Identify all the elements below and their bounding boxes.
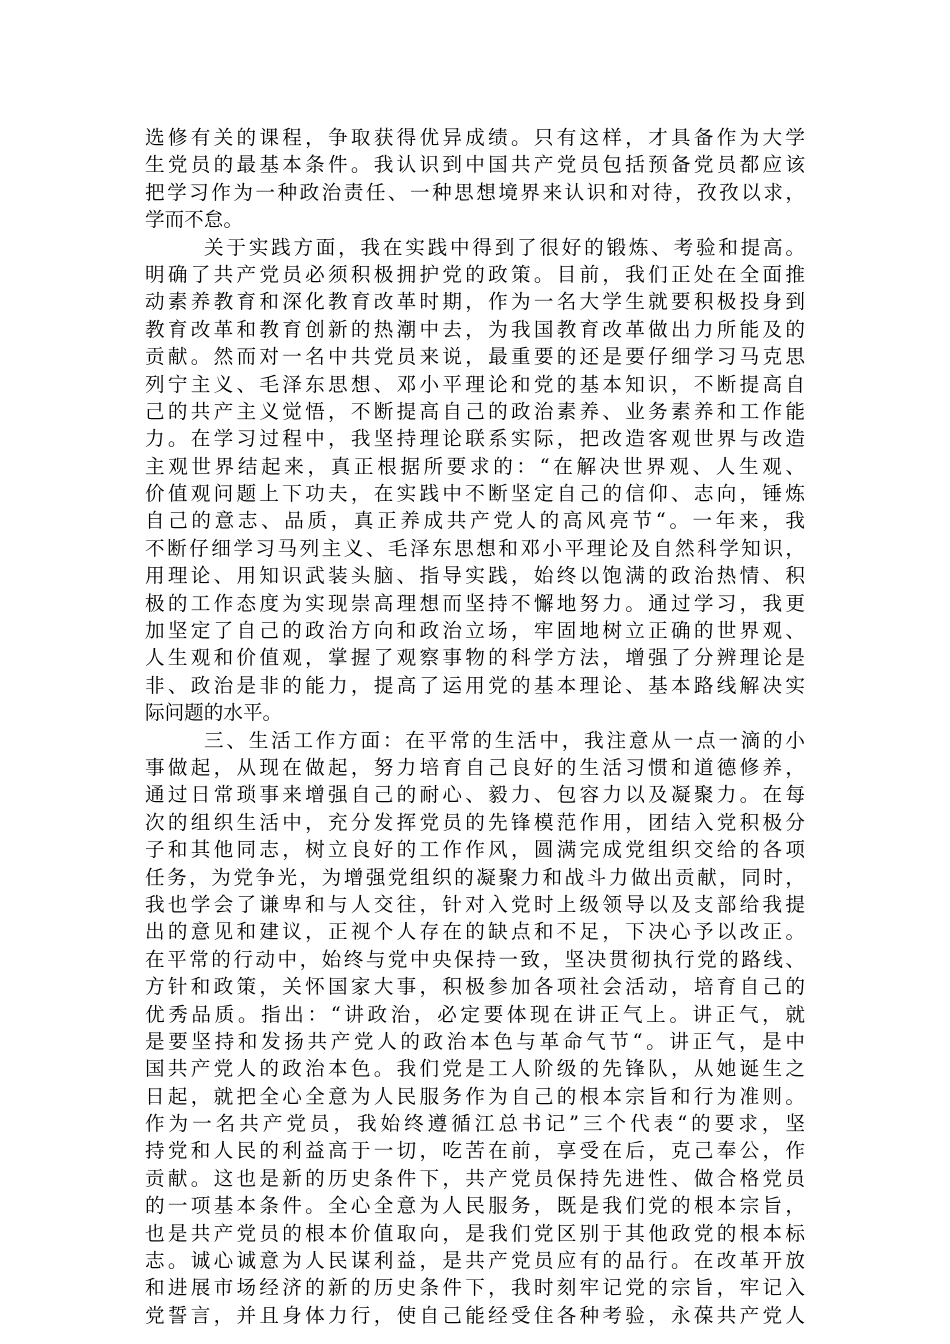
document-body — [145, 124, 805, 1329]
text-line: 教育改革和教育创新的热潮中去，为我国教育改革做出力所能及的 — [145, 317, 805, 341]
text-line: 通过日常琐事来增强自己的耐心、毅力、包容力以及凝聚力。在每 — [145, 783, 805, 807]
text-line: 国共产党人的政治本色。我们党是工人阶级的先锋队，从她诞生之 — [145, 1057, 805, 1081]
text-line: 己的共产主义觉悟，不断提高自己的政治素养、业务素养和工作能 — [145, 399, 805, 423]
text-line: 贡献。然而对一名中共党员来说，最重要的还是要仔细学习马克思 — [145, 345, 805, 369]
text-line: 事做起，从现在做起，努力培育自己良好的生活习惯和道德修养， — [145, 755, 805, 779]
text-line: 次的组织生活中，充分发挥党员的先锋模范作用，团结入党积极分 — [145, 810, 805, 834]
text-line: 生党员的最基本条件。我认识到中国共产党员包括预备党员都应该 — [145, 153, 805, 177]
text-line: 自己的意志、品质，真正养成共产党人的高风亮节“。一年来，我 — [145, 509, 805, 533]
text-line: 主观世界结起来，真正根据所要求的：“在解决世界观、人生观、 — [145, 454, 805, 478]
text-line: 在平常的行动中，始终与党中央保持一致，坚决贯彻执行党的路线、 — [145, 947, 805, 971]
text-line: 子和其他同志，树立良好的工作作风，圆满完成党组织交给的各项 — [145, 838, 805, 862]
text-line: 关于实践方面，我在实践中得到了很好的锻炼、考验和提高。 — [204, 235, 805, 259]
text-line: 日起，就把全心全意为人民服务作为自己的根本宗旨和行为准则。 — [145, 1084, 805, 1108]
text-line: 是要坚持和发扬共产党人的政治本色与革命气节“。讲正气，是中 — [145, 1029, 805, 1053]
text-line: 非、政治是非的能力，提高了运用党的基本理论、基本路线解决实 — [145, 673, 805, 697]
text-line: 三、生活工作方面：在平常的生活中，我注意从一点一滴的小 — [204, 728, 805, 752]
text-line: 持党和人民的利益高于一切，吃苦在前，享受在后，克己奉公，作 — [145, 1139, 805, 1163]
text-line: 优秀品质。指出：“讲政治，必定要体现在讲正气上。讲正气，就 — [145, 1002, 805, 1026]
text-line: 和进展市场经济的新的历史条件下，我时刻牢记党的宗旨，牢记入 — [145, 1276, 805, 1300]
text-line: 方针和政策，关怀国家大事，积极参加各项社会活动，培育自己的 — [145, 975, 805, 999]
text-line: 作为一名共产党员，我始终遵循江总书记”三个代表“的要求，坚 — [145, 1112, 805, 1136]
text-line: 加坚定了自己的政治方向和政治立场，牢固地树立正确的世界观、 — [145, 619, 805, 643]
text-line: 把学习作为一种政治责任、一种思想境界来认识和对待，孜孜以求， — [145, 180, 805, 204]
text-line: 列宁主义、毛泽东思想、邓小平理论和党的基本知识，不断提高自 — [145, 372, 805, 396]
text-line: 的一项基本条件。全心全意为人民服务，既是我们党的根本宗旨， — [145, 1194, 805, 1218]
text-line: 党誓言，并且身体力行，使自己能经受住各种考验，永葆共产党人 — [145, 1303, 805, 1327]
text-line: 志。诚心诚意为人民谋利益，是共产党员应有的品行。在改革开放 — [145, 1249, 805, 1273]
text-line: 力。在学习过程中，我坚持理论联系实际，把改造客观世界与改造 — [145, 427, 805, 451]
text-line: 动素养教育和深化教育改革时期，作为一名大学生就要积极投身到 — [145, 290, 805, 314]
text-line: 学而不怠。 — [145, 208, 243, 232]
text-line: 贡献。这也是新的历史条件下，共产党员保持先进性、做合格党员 — [145, 1166, 805, 1190]
text-line: 用理论、用知识武装头脑、指导实践，始终以饱满的政治热情、积 — [145, 564, 805, 588]
text-line: 价值观问题上下功夫，在实践中不断坚定自己的信仰、志向，锤炼 — [145, 482, 805, 506]
text-line: 不断仔细学习马列主义、毛泽东思想和邓小平理论及自然科学知识， — [145, 536, 805, 560]
text-line: 出的意见和建议，正视个人存在的缺点和不足，下决心予以改正。 — [145, 920, 805, 944]
text-line: 明确了共产党员必须积极拥护党的政策。目前，我们正处在全面推 — [145, 262, 805, 286]
text-line: 任务，为党争光，为增强党组织的凝聚力和战斗力做出贡献，同时， — [145, 865, 805, 889]
text-line: 极的工作态度为实现崇高理想而坚持不懈地努力。通过学习，我更 — [145, 591, 805, 615]
text-line: 选修有关的课程，争取获得优异成绩。只有这样，才具备作为大学 — [145, 126, 805, 149]
text-line: 也是共产党员的根本价值取向，是我们党区别于其他政党的根本标 — [145, 1221, 805, 1245]
text-line: 人生观和价值观，掌握了观察事物的科学方法，增强了分辨理论是 — [145, 646, 805, 670]
text-line: 我也学会了谦卑和与人交往，针对入党时上级领导以及支部给我提 — [145, 892, 805, 916]
text-line: 际问题的水平。 — [145, 701, 283, 725]
